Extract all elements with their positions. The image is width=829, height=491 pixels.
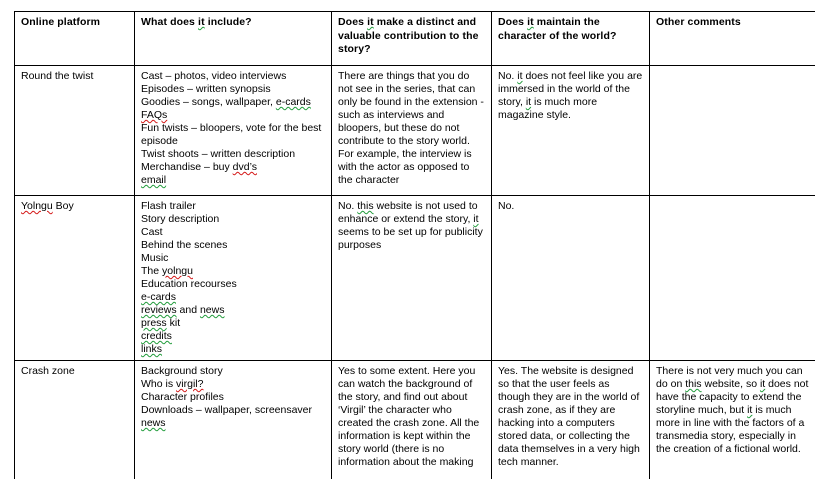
- cell-includes-list: [135, 361, 332, 480]
- list-item: press kit: [141, 317, 181, 329]
- cell-contribution: There are things that you do not see in the series, that can only be found in the extension - such as interviews and bloopers, but these do not contribute to the story world. For example, the interview is with the actor as opposed to the character: [332, 66, 492, 196]
- list-item: Cast – photos, video interviews: [141, 70, 287, 82]
- cell-other-comments: [650, 196, 816, 361]
- list-item: Twist shoots – written description: [141, 148, 296, 160]
- cell-includes-list: [135, 66, 332, 196]
- grammar-error-mark: e-cards: [141, 291, 177, 303]
- grammar-error-mark: it: [759, 378, 766, 390]
- list-item: Episodes – written synopsis: [141, 83, 271, 95]
- cell-platform-name: Crash zone: [15, 361, 135, 480]
- table-row: [15, 196, 816, 361]
- list-item: Who is virgil?: [141, 378, 204, 390]
- grammar-error-mark: e-cards: [275, 96, 311, 108]
- cell-character: Yes. The website is designed so that the user feels as though they are in the world of crash zone, as if they are hacking into a computers stored data, or collecting the data themselves in a very high tech manner.: [492, 361, 650, 480]
- spelling-error-mark: virgil?: [176, 378, 204, 390]
- table-header-row: [15, 12, 816, 66]
- table-row: [15, 66, 816, 196]
- list-item: [141, 330, 326, 343]
- list-item: Goodies – songs, wallpaper, e-cards: [141, 96, 311, 108]
- cell-other-comments: There is not very much you can do on this website, so it does not have the capacity to extend the storyline much, but it is much more in line with the factors of a transmedia story, especially in the creation of a fictional world.: [650, 361, 816, 480]
- grammar-error-mark: this: [357, 200, 374, 212]
- list-item: Character profiles: [141, 391, 224, 403]
- grammar-error-mark: it: [473, 213, 479, 225]
- list-item: Education recourses: [141, 278, 237, 290]
- column-header-other: Other comments: [650, 12, 816, 66]
- list-item: [141, 417, 326, 430]
- list-item: The yolngu: [141, 265, 193, 277]
- cell-contribution: No. this website is not used to enhance or extend the story, it seems to be set up for publicity purposes: [332, 196, 492, 361]
- grammar-error-mark: it: [517, 70, 523, 82]
- grammar-error-mark: news: [199, 304, 225, 316]
- list-item: [141, 291, 326, 304]
- column-header-character: Does it maintain the character of the world?: [492, 12, 650, 66]
- cell-other-comments: [650, 66, 816, 196]
- list-item: Background story: [141, 365, 223, 377]
- cell-includes-list: [135, 196, 332, 361]
- grammar-error-mark: reviews: [141, 304, 177, 316]
- grammar-error-mark: links: [141, 343, 163, 355]
- grammar-error-mark: credits: [141, 330, 172, 342]
- spelling-error-mark: FAQs: [141, 109, 168, 121]
- column-header-includes: What does it include?: [135, 12, 332, 66]
- list-item: Merchandise – buy dvd’s: [141, 161, 257, 173]
- column-header-platform: Online platform: [15, 12, 135, 66]
- grammar-error-mark: news: [141, 417, 166, 429]
- list-item: Cast: [141, 226, 163, 238]
- grammar-error-mark: it: [367, 16, 374, 28]
- list-item: [141, 343, 326, 356]
- list-item: Behind the scenes: [141, 239, 228, 251]
- table-row: [15, 361, 816, 480]
- column-header-contribution: Does it make a distinct and valuable contribution to the story?: [332, 12, 492, 66]
- list-item: Fun twists – bloopers, vote for the best episode: [141, 122, 325, 147]
- grammar-error-mark: it: [525, 96, 532, 108]
- list-item: Music: [141, 252, 169, 264]
- spelling-error-mark: yolngu: [162, 265, 193, 277]
- grammar-error-mark: it: [747, 404, 753, 416]
- grammar-error-mark: email: [141, 174, 167, 186]
- grammar-error-mark: press: [141, 317, 167, 329]
- cell-character: No. it does not feel like you are immersed in the world of the story, it is much more magazine style.: [492, 66, 650, 196]
- table-container: [14, 11, 815, 479]
- cell-platform-name: Round the twist: [15, 66, 135, 196]
- list-item: [141, 109, 326, 122]
- grammar-error-mark: it: [527, 16, 534, 28]
- platform-comparison-table: [14, 11, 815, 479]
- list-item: Downloads – wallpaper, screensaver: [141, 404, 313, 416]
- spelling-error-mark: dvd’s: [232, 161, 257, 173]
- cell-contribution: Yes to some extent. Here you can watch the background of the story, and find out about ‘Virgil’ the character who created the crash zone. All the information is kept within the story world (there is no information about the making: [332, 361, 492, 480]
- spelling-error-mark: Yolngu: [21, 200, 53, 212]
- list-item: reviews and news: [141, 304, 225, 316]
- cell-character: No.: [492, 196, 650, 361]
- grammar-error-mark: this: [685, 378, 702, 390]
- list-item: Flash trailer: [141, 200, 196, 212]
- list-item: [141, 174, 326, 187]
- cell-platform-name: Yolngu Boy: [15, 196, 135, 361]
- grammar-error-mark: it: [198, 16, 205, 28]
- list-item: Story description: [141, 213, 220, 225]
